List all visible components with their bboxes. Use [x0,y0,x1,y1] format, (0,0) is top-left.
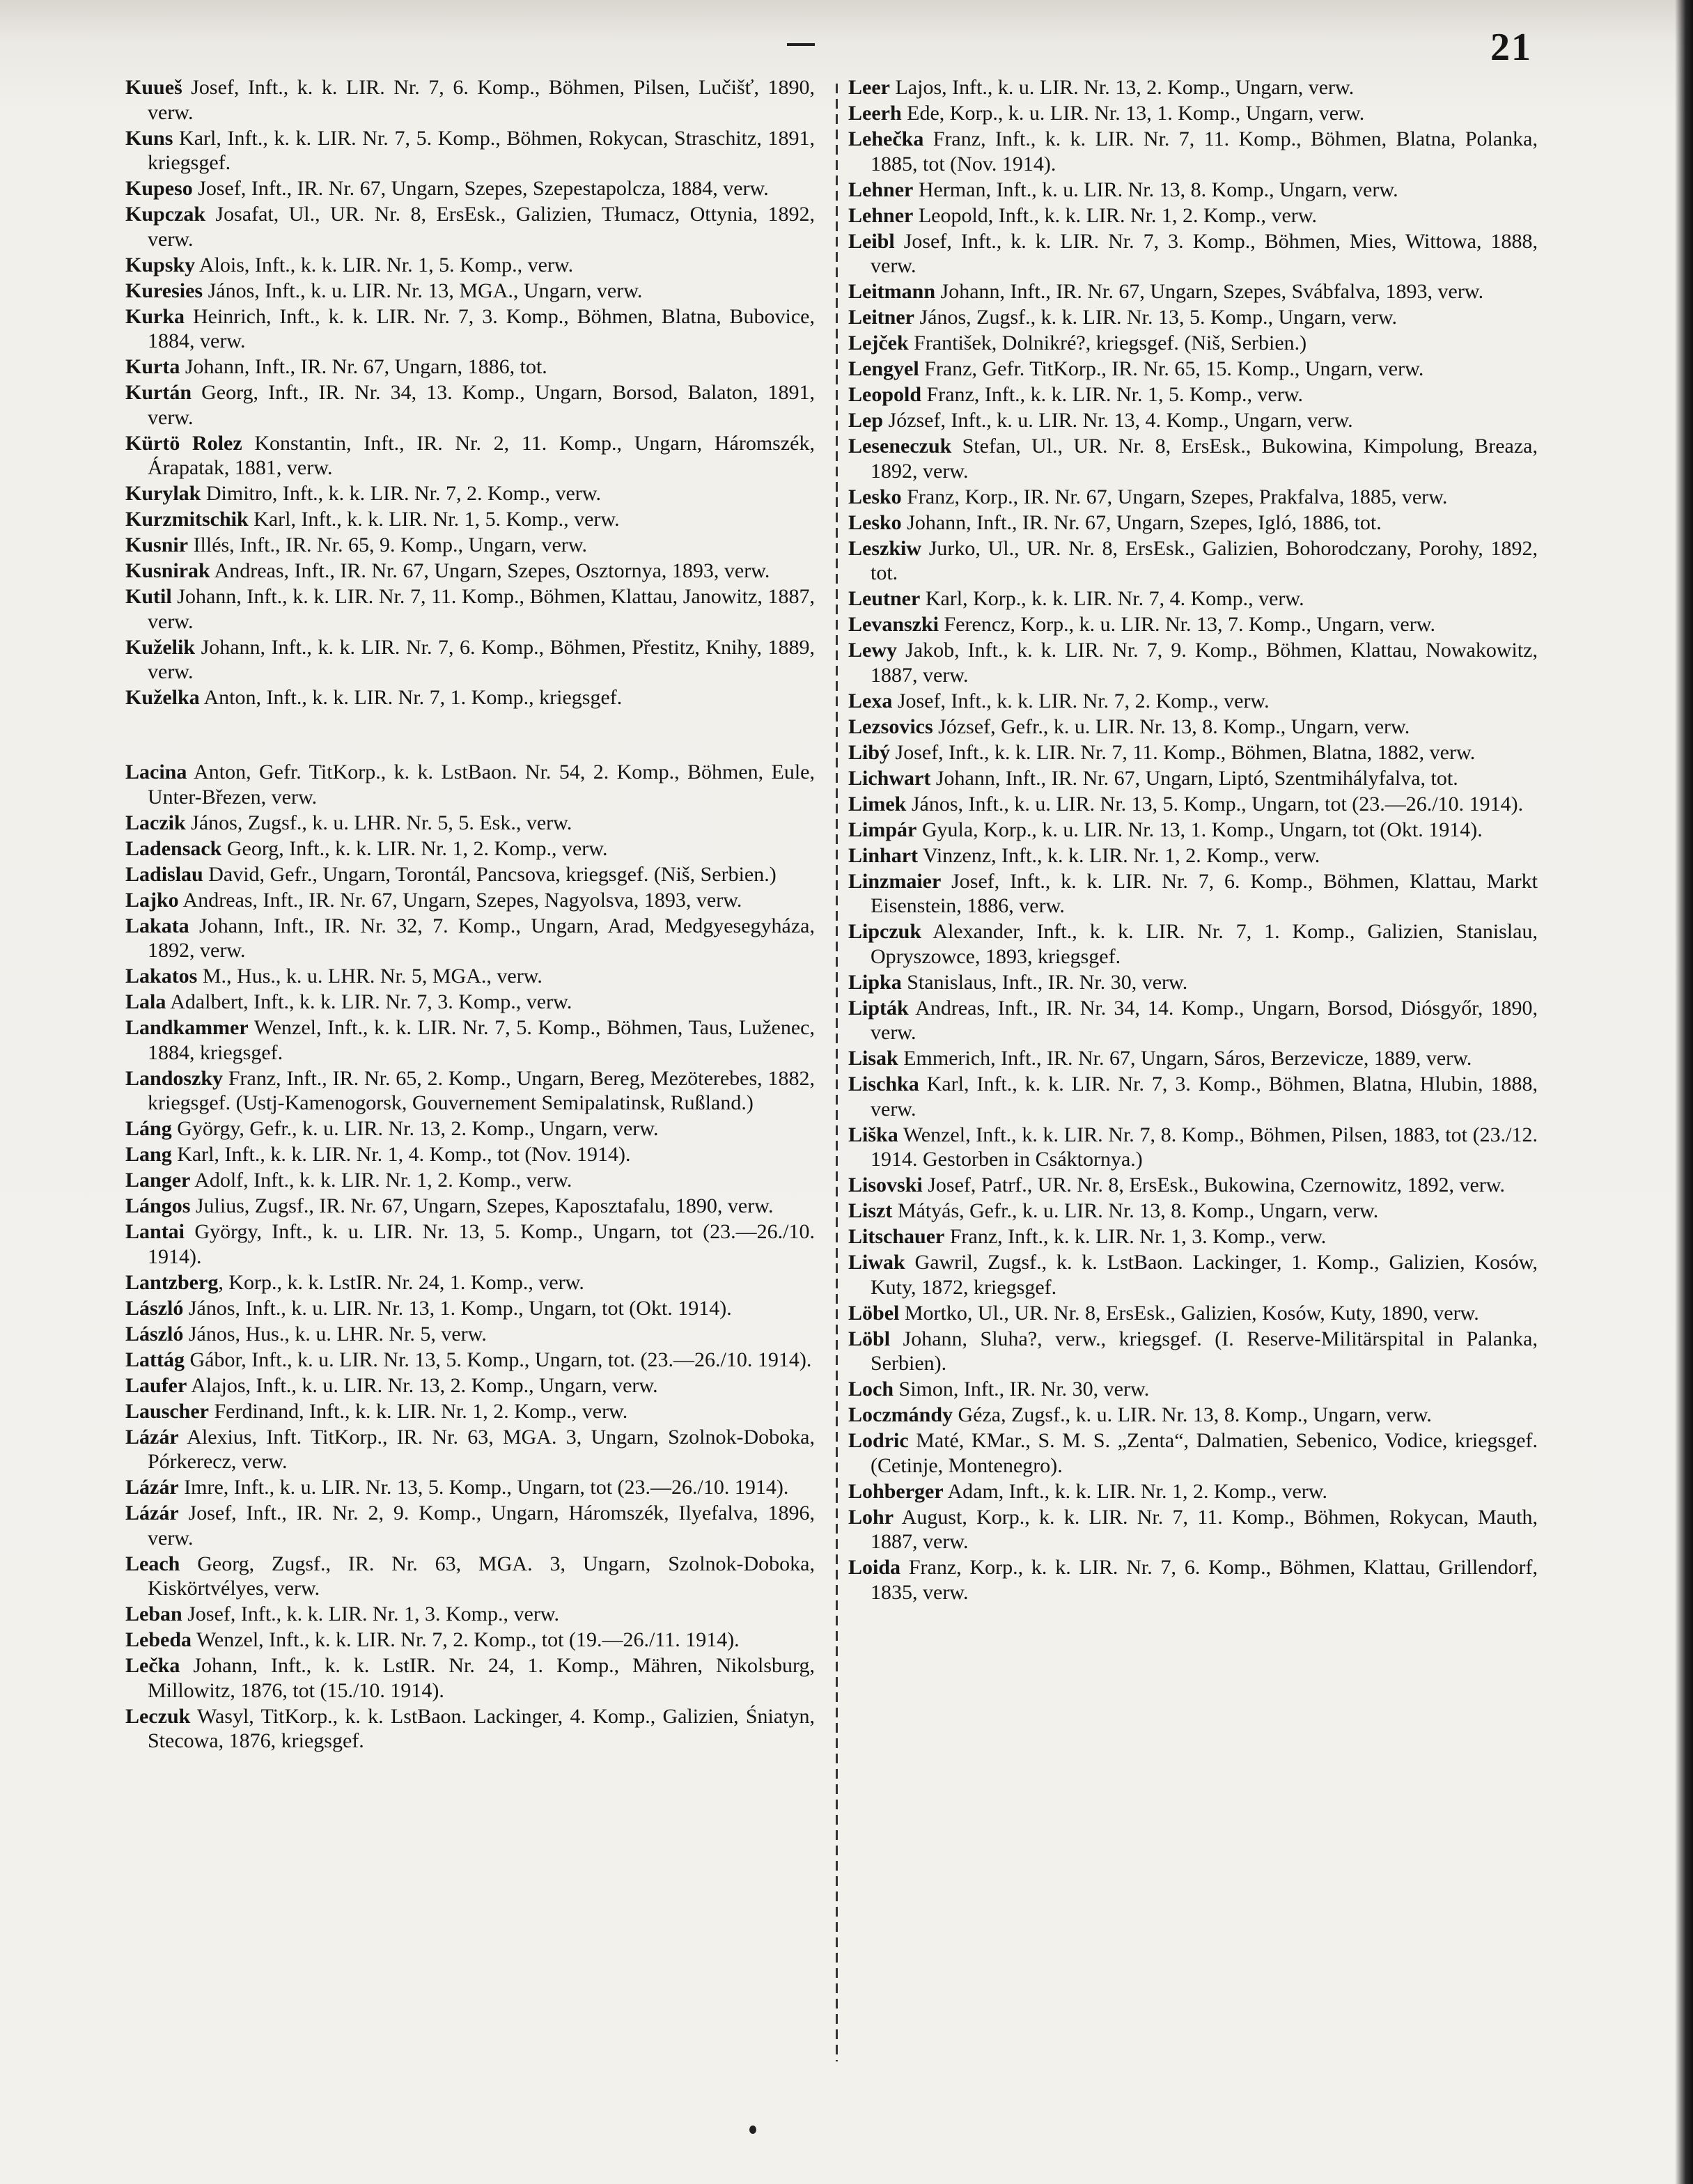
entry-details: János, Zugsf., k. k. LIR. Nr. 13, 5. Komp., Ungarn, verw. [914,306,1397,329]
entry-surname: Lipczuk [848,920,922,943]
entry-surname: Lečka [125,1654,180,1677]
entry-details: Stefan, Ul., UR. Nr. 8, ErsEsk., Bukowina, Kimpolung, Breaza, 1892, verw. [871,435,1538,483]
register-entry [848,638,1538,687]
entry-details: János, Inft., k. u. LIR. Nr. 13, 1. Komp., Ungarn, tot (Okt. 1914). [183,1296,732,1320]
register-entry [125,888,815,913]
entry-details: Franz, Gefr. TitKorp., IR. Nr. 65, 15. Komp., Ungarn, verw. [919,357,1424,380]
register-entry [125,431,815,481]
register-entry [125,202,815,251]
entry-surname: Leutner [848,587,921,610]
entry-surname: Loida [848,1556,901,1579]
register-entry [125,481,815,506]
register-entry [125,1270,815,1295]
entry-surname: Leerh [848,102,902,125]
entry-surname: Lang [125,1143,172,1166]
entry-details: Josef, Inft., k. k. LIR. Nr. 7, 3. Komp., Böhmen, Mies, Wittowa, 1888, verw. [871,229,1538,277]
entry-surname: Loczmándy [848,1403,953,1426]
entry-surname: Lala [125,990,166,1013]
entry-surname: Lohr [848,1505,894,1529]
register-entry [125,1373,815,1398]
entry-details: August, Korp., k. k. LIR. Nr. 7, 11. Komp., Böhmen, Rokycan, Mauth, 1887, verw. [871,1505,1538,1553]
entry-details: Maté, KMar., S. M. S. „Zenta“, Dalmatien, Sebenico, Vodice, kriegsgef. (Cetinje, Montenegro). [871,1429,1538,1477]
register-entry [848,75,1538,100]
register-entry [125,1322,815,1347]
register-entry [125,964,815,989]
register-entry [848,434,1538,483]
register-entry [125,176,815,201]
entry-surname: Leszkiw [848,536,921,560]
register-entry [125,253,815,278]
entry-details: János, Inft., k. u. LIR. Nr. 13, 5. Komp., Ungarn, tot (23.—26./10. 1914). [906,792,1524,816]
entry-details: Ede, Korp., k. u. LIR. Nr. 13, 1. Komp., Ungarn, verw. [901,102,1365,125]
entry-details: Anton, Inft., k. k. LIR. Nr. 7, 1. Komp., kriegsgef. [199,686,623,709]
register-entry [848,970,1538,995]
entry-details: Johann, Inft., IR. Nr. 67, Ungarn, Liptó, Szentmihályfalva, tot. [930,766,1458,790]
entry-details: Franz, Inft., k. k. LIR. Nr. 1, 3. Komp., verw. [944,1225,1327,1248]
entry-surname: Lehečka [848,127,924,150]
register-entry [848,689,1538,714]
register-entry [125,1168,815,1193]
register-entry [125,1552,815,1601]
entry-surname: Lehner [848,203,914,227]
entry-surname: Lantai [125,1220,185,1243]
entry-details: Karl, Inft., k. k. LIR. Nr. 7, 3. Komp., Böhmen, Blatna, Hlubin, 1888, verw. [871,1072,1538,1121]
register-entry [125,354,815,380]
scan-edge-shadow [1675,0,1693,2184]
register-entry [848,1224,1538,1249]
register-entry [125,584,815,634]
entry-surname: Láng [125,1117,172,1140]
register-entry [125,1348,815,1373]
register-entry [848,766,1538,791]
entry-surname: Levanszki [848,613,939,636]
register-entry [848,1403,1538,1428]
entry-details: Franz, Korp., k. k. LIR. Nr. 7, 6. Komp., Böhmen, Klattau, Grillendorf, 1835, verw. [871,1556,1538,1604]
entry-surname: Liszt [848,1199,893,1222]
entry-details: Josef, Inft., k. k. LIR. Nr. 7, 6. Komp., Böhmen, Klattau, Markt Eisenstein, 1886, verw. [871,869,1538,917]
entry-surname: Limpár [848,818,917,841]
entry-surname: Kurzmitschik [125,508,249,531]
entry-details: Anton, Gefr. TitKorp., k. k. LstBaon. Nr. 54, 2. Komp., Böhmen, Eule, Unter-Březen, verw. [148,760,815,809]
entry-surname: Lehner [848,178,914,201]
register-entry [125,1501,815,1550]
entry-details: Simon, Inft., IR. Nr. 30, verw. [894,1378,1150,1401]
register-entry [848,1072,1538,1121]
register-entry [848,1173,1538,1198]
register-entry [848,101,1538,126]
entry-details: Konstantin, Inft., IR. Nr. 2, 11. Komp., Ungarn, Háromszék, Árapatak, 1881, verw. [148,431,815,479]
entry-surname: Ladensack [125,836,222,860]
entry-surname: Löbl [848,1327,891,1350]
entry-details: Alajos, Inft., k. u. LIR. Nr. 13, 2. Komp., Ungarn, verw. [187,1373,658,1397]
column-divider [836,84,838,2061]
register-entry [125,1219,815,1269]
entry-details: János, Hus., k. u. LHR. Nr. 5, verw. [183,1322,487,1346]
register-entry [125,862,815,887]
entry-details: Vinzenz, Inft., k. k. LIR. Nr. 1, 2. Komp., verw. [918,843,1320,867]
register-entry [848,1046,1538,1071]
entry-details: Karl, Inft., k. k. LIR. Nr. 1, 5. Komp., verw. [248,508,620,531]
entry-details: Karl, Inft., k. k. LIR. Nr. 1, 4. Komp., tot (Nov. 1914). [171,1143,631,1166]
register-entry [848,178,1538,203]
entry-surname: Lakatos [125,965,198,988]
entry-surname: Lesko [848,510,902,534]
entry-details: Andreas, Inft., IR. Nr. 67, Ungarn, Szepes, Nagyolsva, 1893, verw. [178,888,742,912]
register-entry [848,510,1538,536]
entry-details: Georg, Inft., k. k. LIR. Nr. 1, 2. Komp., verw. [221,836,608,860]
entry-details: Julius, Zugsf., IR. Nr. 67, Ungarn, Szepes, Kaposztafalu, 1890, verw. [190,1194,774,1217]
entry-details: Franz, Inft., k. k. LIR. Nr. 1, 5. Komp., verw. [921,383,1303,406]
entry-details: Alexander, Inft., k. k. LIR. Nr. 7, 1. Komp., Galizien, Stanislau, Opryszowce, 1893, kriegsgef. [871,920,1538,968]
register-entry [848,305,1538,330]
entry-details: János, Inft., k. u. LIR. Nr. 13, MGA., Ungarn, verw. [203,279,643,302]
register-entry [848,229,1538,279]
entry-surname: Laczik [125,811,186,834]
register-entry [125,1399,815,1424]
entry-details: Gyula, Korp., k. u. LIR. Nr. 13, 1. Komp., Ungarn, tot (Okt. 1914). [916,818,1483,841]
entry-details: Josef, Inft., k. k. LIR. Nr. 7, 6. Komp., Böhmen, Pilsen, Lučišť, 1890, verw. [148,76,815,124]
register-entry [125,635,815,685]
entry-details: Karl, Inft., k. k. LIR. Nr. 7, 5. Komp., Böhmen, Rokycan, Straschitz, 1891, kriegsgef. [148,126,815,174]
entry-surname: Litschauer [848,1225,945,1248]
entry-surname: Lohberger [848,1479,944,1503]
entry-surname: Kupeso [125,177,193,200]
register-entry [125,685,815,710]
entry-surname: Lisak [848,1047,898,1070]
entry-details: Mátyás, Gefr., k. u. LIR. Nr. 13, 8. Komp., Ungarn, verw. [892,1199,1379,1222]
register-entry [125,760,815,809]
entry-details: Andreas, Inft., IR. Nr. 67, Ungarn, Szepes, Osztornya, 1893, verw. [210,559,770,582]
entry-surname: Kuresies [125,279,203,302]
entry-surname: Lacina [125,760,187,783]
entry-details: Ferencz, Korp., k. u. LIR. Nr. 13, 7. Komp., Ungarn, verw. [939,613,1435,636]
entry-surname: Leitner [848,306,914,329]
register-entry [125,304,815,354]
register-entry [125,1194,815,1219]
entry-details: Imre, Inft., k. u. LIR. Nr. 13, 5. Komp., Ungarn, tot (23.—26./10. 1914). [178,1476,789,1499]
entry-surname: Liška [848,1123,898,1146]
entry-surname: László [125,1322,184,1346]
entry-details: Lajos, Inft., k. u. LIR. Nr. 13, 2. Komp., Ungarn, verw. [889,76,1355,99]
entry-surname: Leban [125,1602,182,1625]
entry-surname: Kupczak [125,203,206,226]
entry-surname: Kürtö Rolez [125,431,242,455]
entry-surname: Kuželik [125,635,196,659]
entry-details: Josef, Patrf., UR. Nr. 8, ErsEsk., Bukowina, Czernowitz, 1892, verw. [922,1173,1505,1196]
entry-details: Alois, Inft., k. k. LIR. Nr. 1, 5. Komp., verw. [195,253,574,276]
register-entry [125,914,815,963]
register-entry [125,279,815,304]
entry-surname: Lázár [125,1476,179,1499]
register-entry [848,1377,1538,1402]
entry-surname: Lewy [848,639,897,662]
entry-surname: Kuueš [125,76,182,99]
entry-surname: Laufer [125,1373,187,1397]
entry-surname: Lattág [125,1348,185,1371]
register-entry [125,1116,815,1141]
entry-surname: Leseneczuk [848,435,952,458]
entry-surname: Kurtán [125,381,192,404]
entry-details: Wasyl, TitKorp., k. k. LstBaon. Lackinger, 4. Komp., Galizien, Śniatyn, Stecowa, 1876, kriegsgef. [148,1704,815,1752]
entry-surname: Lep [848,409,884,432]
entry-details: Adam, Inft., k. k. LIR. Nr. 1, 2. Komp., verw. [943,1479,1327,1503]
entry-surname: Kusnirak [125,559,210,582]
entry-details: Jakob, Inft., k. k. LIR. Nr. 7, 9. Komp., Böhmen, Klattau, Nowakowitz, 1887, verw. [871,639,1538,687]
entry-details: Johann, Inft., IR. Nr. 67, Ungarn, Szepes, Svábfalva, 1893, verw. [935,280,1484,303]
entry-details: Johann, Inft., k. k. LstIR. Nr. 24, 1. Komp., Mähren, Nikolsburg, Millowitz, 1876, tot (15./10. 1914). [148,1654,815,1702]
entry-details: David, Gefr., Ungarn, Torontál, Pancsova, kriegsgef. (Niš, Serbien.) [203,862,777,886]
register-entry [848,612,1538,637]
entry-details: Adalbert, Inft., k. k. LIR. Nr. 7, 3. Komp., verw. [166,990,572,1013]
page-number: 21 [1490,26,1532,69]
register-entry [848,996,1538,1045]
entry-surname: Kusnir [125,533,189,556]
register-entry [848,586,1538,611]
entry-surname: Leczuk [125,1704,191,1728]
entry-surname: Lebeda [125,1628,192,1651]
entry-details: Josafat, Ul., UR. Nr. 8, ErsEsk., Galizien, Tłumacz, Ottynia, 1892, verw. [148,203,815,251]
entry-details: Alexius, Inft. TitKorp., IR. Nr. 63, MGA. 3, Ungarn, Szolnok-Doboka, Pórkerecz, verw. [148,1425,815,1473]
register-entry [848,869,1538,919]
register-entry [125,1628,815,1653]
entry-details: Johann, Inft., k. k. LIR. Nr. 7, 11. Komp., Böhmen, Klattau, Janowitz, 1887, verw. [148,585,815,633]
entry-surname: Lezsovics [848,715,933,738]
register-entry [125,380,815,430]
entry-details: Georg, Zugsf., IR. Nr. 63, MGA. 3, Ungarn, Szolnok-Doboka, Kiskörtvélyes, verw. [148,1552,815,1600]
register-entry [848,127,1538,176]
entry-surname: Kuželka [125,686,200,709]
entry-details: Franz, Inft., k. k. LIR. Nr. 7, 11. Komp., Böhmen, Blatna, Polanka, 1885, tot (Nov. 1914). [871,127,1538,176]
entry-details: Gawril, Zugsf., k. k. LstBaon. Lackinger, 1. Komp., Galizien, Kosów, Kuty, 1872, kriegsgef. [871,1251,1538,1299]
entry-details: Adolf, Inft., k. k. LIR. Nr. 1, 2. Komp., verw. [190,1169,572,1192]
register-entry [848,1555,1538,1605]
register-entry [848,792,1538,817]
register-entry [848,485,1538,510]
entry-surname: Landkammer [125,1016,249,1039]
entry-details: Karl, Korp., k. k. LIR. Nr. 7, 4. Komp., verw. [920,587,1304,610]
register-entry [125,75,815,125]
register-entry [848,536,1538,586]
entry-details: Ferdinand, Inft., k. k. LIR. Nr. 1, 2. Komp., verw. [209,1399,628,1423]
entry-details: György, Gefr., k. u. LIR. Nr. 13, 2. Komp., Ungarn, verw. [171,1117,659,1140]
entry-surname: Leopold [848,383,922,406]
right-column [848,75,1538,1606]
entry-surname: Leibl [848,229,895,253]
register-entry [125,559,815,584]
entry-details: Wenzel, Inft., k. k. LIR. Nr. 7, 5. Komp., Böhmen, Taus, Luženec, 1884, kriegsgef. [148,1016,815,1064]
entry-surname: Kurylak [125,482,201,505]
entry-surname: Lichwart [848,766,931,790]
register-entry [848,919,1538,969]
register-entry [125,1142,815,1167]
entry-surname: Leitmann [848,280,936,303]
entry-surname: Lodric [848,1429,909,1452]
register-entry [125,990,815,1015]
register-entry [125,1425,815,1474]
register-entry [848,203,1538,228]
entry-surname: Linzmaier [848,869,942,893]
entry-surname: Lexa [848,689,893,712]
entry-surname: Lischka [848,1072,919,1095]
entry-details: Johann, Inft., IR. Nr. 67, Ungarn, 1886, tot. [180,355,547,378]
register-entry [848,740,1538,765]
entry-surname: Lisovski [848,1173,923,1196]
register-entry [848,1505,1538,1554]
entry-details: Illés, Inft., IR. Nr. 65, 9. Komp., Ungarn, verw. [188,533,587,556]
register-entry [125,1653,815,1703]
register-entry [848,1123,1538,1172]
entry-details: M., Hus., k. u. LHR. Nr. 5, MGA., verw. [197,965,543,988]
entry-details: Géza, Zugsf., k. u. LIR. Nr. 13, 8. Komp., Ungarn, verw. [953,1403,1432,1426]
entry-surname: Kuns [125,126,173,150]
register-entry [125,126,815,176]
register-entry [848,1199,1538,1224]
entry-surname: Libý [848,740,891,764]
entry-surname: Leach [125,1552,180,1575]
entry-surname: Lipka [848,970,902,994]
entry-details: Franz, Inft., IR. Nr. 65, 2. Komp., Ungarn, Bereg, Mezöterebes, 1882, kriegsgef. (Ustj-Kamenogorsk, Gouvernement Semipalatinsk, Rußland.) [148,1066,815,1114]
entry-details: Dimitro, Inft., k. k. LIR. Nr. 7, 2. Komp., verw. [201,482,602,505]
entry-details: Leopold, Inft., k. k. LIR. Nr. 1, 2. Komp., verw. [913,203,1317,227]
entry-details: Mortko, Ul., UR. Nr. 8, ErsEsk., Galizien, Kosów, Kuty, 1890, verw. [899,1301,1479,1325]
entry-details: György, Inft., k. u. LIR. Nr. 13, 5. Komp., Ungarn, tot (23.—26./10. 1914). [148,1220,815,1268]
register-entry [848,1250,1538,1300]
entry-surname: Ladislau [125,862,203,886]
entry-details: József, Inft., k. u. LIR. Nr. 13, 4. Komp., Ungarn, verw. [883,409,1353,432]
entry-details: Josef, Inft., k. k. LIR. Nr. 7, 2. Komp., verw. [892,689,1270,712]
entry-surname: Lakata [125,914,189,937]
entry-details: Josef, Inft., IR. Nr. 2, 9. Komp., Ungarn, Háromszék, Ilyefalva, 1896, verw. [148,1502,815,1550]
entry-details: František, Dolnikré?, kriegsgef. (Niš, Serbien.) [908,332,1307,354]
entry-surname: Lázár [125,1425,179,1449]
entry-surname: Lajko [125,888,179,912]
register-entry [848,1428,1538,1478]
register-entry [125,836,815,861]
entry-details: Herman, Inft., k. u. LIR. Nr. 13, 8. Komp., Ungarn, verw. [913,178,1398,201]
entry-surname: Lejček [848,332,909,354]
register-entry [848,1301,1538,1326]
entry-surname: Liwak [848,1251,905,1274]
register-entry [848,279,1538,304]
register-entry [125,507,815,532]
left-column [125,75,815,1754]
register-entry [848,357,1538,382]
register-entry [848,715,1538,740]
entry-details: Johann, Inft., IR. Nr. 67, Ungarn, Szepes, Igló, 1886, tot. [901,510,1382,534]
entry-surname: Kutil [125,585,172,608]
entry-surname: Langer [125,1169,191,1192]
section-gap [125,711,815,760]
register-entry [848,331,1538,356]
entry-details: Johann, Inft., k. k. LIR. Nr. 7, 6. Komp., Böhmen, Přestitz, Knihy, 1889, verw. [148,635,815,683]
entry-surname: Lipták [848,996,909,1020]
top-dash-mark [787,43,815,46]
register-entry [848,818,1538,843]
entry-details: Georg, Inft., IR. Nr. 34, 13. Komp., Ungarn, Borsod, Balaton, 1891, verw. [148,381,815,429]
register-entry [125,1704,815,1754]
entry-surname: Limek [848,792,907,816]
entry-surname: Lázár [125,1502,179,1524]
entry-details: Jurko, Ul., UR. Nr. 8, ErsEsk., Galizien, Bohorodczany, Porohy, 1892, tot. [871,536,1538,584]
entry-details: Johann, Sluha?, verw., kriegsgef. (I. Reserve-Militärspital in Palanka, Serbien). [871,1327,1538,1375]
register-entry [848,1479,1538,1504]
register-entry [125,1015,815,1065]
entry-details: Josef, Inft., k. k. LIR. Nr. 1, 3. Komp., verw. [182,1602,560,1625]
register-entry [848,408,1538,433]
entry-surname: Loch [848,1378,894,1401]
register-entry [125,811,815,836]
entry-details: Wenzel, Inft., k. k. LIR. Nr. 7, 8. Komp., Böhmen, Pilsen, 1883, tot (23./12. 1914. Gestorben in Csáktornya.) [871,1123,1538,1171]
register-entry [848,843,1538,868]
register-entry [848,382,1538,407]
entry-surname: Lesko [848,485,902,508]
entry-surname: László [125,1296,184,1320]
register-entry [125,1602,815,1627]
entry-details: János, Zugsf., k. u. LHR. Nr. 5, 5. Esk., verw. [185,811,572,834]
entry-surname: Linhart [848,843,919,867]
entry-details: Andreas, Inft., IR. Nr. 34, 14. Komp., Ungarn, Borsod, Diósgyőr, 1890, verw. [871,996,1538,1044]
register-entry [125,1475,815,1500]
entry-details: Emmerich, Inft., IR. Nr. 67, Ungarn, Sáros, Berzevicze, 1889, verw. [898,1047,1472,1070]
entry-surname: Lángos [125,1194,191,1217]
bottom-dot-mark [749,2126,756,2134]
entry-details: Josef, Inft., IR. Nr. 67, Ungarn, Szepes, Szepestapolcza, 1884, verw. [192,177,769,200]
register-entry [125,1066,815,1116]
entry-details: Stanislaus, Inft., IR. Nr. 30, verw. [901,970,1188,994]
entry-surname: Leer [848,76,890,99]
register-entry [848,1327,1538,1376]
entry-surname: Kupsky [125,253,196,276]
register-entry [125,1296,815,1321]
entry-surname: Kurta [125,355,180,378]
entry-surname: Lengyel [848,357,919,380]
entry-details: Gábor, Inft., k. u. LIR. Nr. 13, 5. Komp., Ungarn, tot. (23.—26./10. 1914). [185,1348,812,1371]
entry-details: Heinrich, Inft., k. k. LIR. Nr. 7, 3. Komp., Böhmen, Blatna, Bubovice, 1884, verw. [148,304,815,352]
entry-surname: Lauscher [125,1399,209,1423]
entry-details: , Korp., k. k. LstIR. Nr. 24, 1. Komp., verw. [218,1270,584,1294]
entry-surname: Kurka [125,304,185,328]
entry-surname: Löbel [848,1301,900,1325]
entry-surname: Landoszky [125,1066,224,1090]
register-entry [125,533,815,558]
entry-details: Wenzel, Inft., k. k. LIR. Nr. 7, 2. Komp., tot (19.—26./11. 1914). [192,1628,740,1651]
entry-details: József, Gefr., k. u. LIR. Nr. 13, 8. Komp., Ungarn, verw. [933,715,1410,738]
entry-details: Franz, Korp., IR. Nr. 67, Ungarn, Szepes, Prakfalva, 1885, verw. [901,485,1448,508]
entry-surname: Lantzberg [125,1270,219,1294]
entry-details: Johann, Inft., IR. Nr. 32, 7. Komp., Ungarn, Arad, Medgyesegyháza, 1892, verw. [148,914,815,962]
entry-details: Josef, Inft., k. k. LIR. Nr. 7, 11. Komp., Böhmen, Blatna, 1882, verw. [890,740,1476,764]
